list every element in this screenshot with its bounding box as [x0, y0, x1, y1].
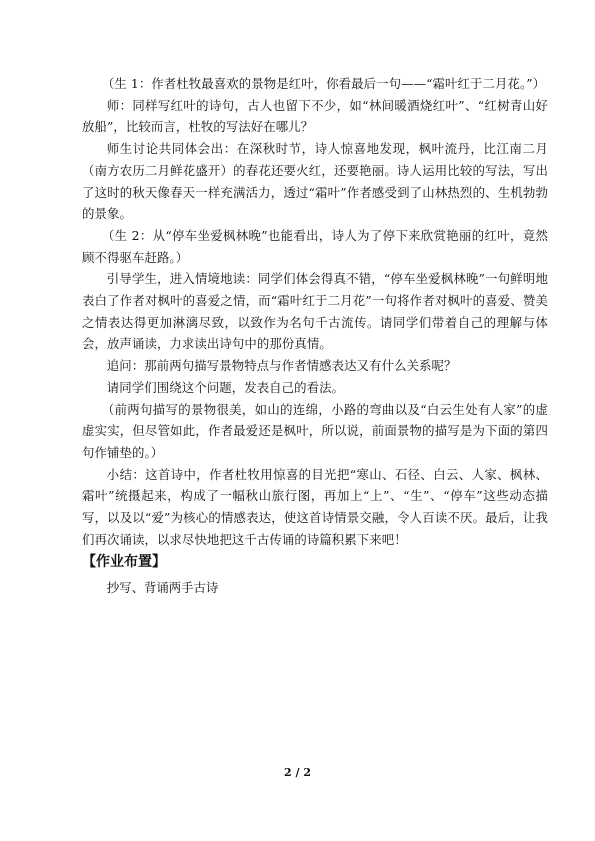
paragraph-student-answer: （前两句描写的景物很美，如山的连绵，小路的弯曲以及“白云生处有人家”的虚虚实实，但尽管如此，作者最爱还是枫叶，所以说，前面景物的描写是为下面的第四句作铺垫的。） — [82, 401, 548, 460]
paragraph-student-2: （生 2：从“停车坐爱枫林晚”也能看出，诗人为了停下来欣赏艳丽的红叶，竟然顾不得驱车赶路。） — [82, 227, 548, 265]
paragraph-follow-up-question: 追问：那前两句描写景物特点与作者情感表达又有什么关系呢？ — [106, 358, 457, 374]
homework-heading: 【作业布置】 — [82, 554, 166, 571]
page-content — [82, 73, 548, 599]
paragraph-discussion: 师生讨论共同体会出：在深秋时节，诗人惊喜地发现，枫叶流丹，比江南二月（南方农历二月鲜花盛开）的春花还要火红，还要艳丽。诗人运用比较的写法，写出了这时的秋天像春天一样充满活力，透过“霜叶”作者感受到了山林热烈的、生机勃勃的景象。 — [82, 141, 548, 222]
page-number: 2 / 2 — [284, 766, 311, 779]
paragraph-teacher-question: 师：同样写红叶的诗句，古人也留下不少，如“林间暖酒烧红叶”、“红树青山好放船”，比较而言，杜牧的写法好在哪儿？ — [82, 97, 548, 135]
homework-text: 抄写、背诵两手古诗 — [106, 580, 219, 596]
paragraph-student-1: （生 1：作者杜牧最喜欢的景物是红叶，你看最后一句——“霜叶红于二月花。”） — [101, 76, 546, 91]
paragraph-summary: 小结：这首诗中，作者杜牧用惊喜的目光把“寒山、石径、白云、人家、枫林、霜叶”统摄起来，构成了一幅秋山旅行图，再加上“上”、“生”、“停车”这些动态描写，以及以“爱”为核心的情感表达，使这首诗情景交融，令人百读不厌。最后，让我们再次诵读，以求尽快地把这千古传诵的诗篇积累下来吧！ — [82, 466, 548, 547]
paragraph-discussion-prompt: 请同学们围绕这个问题，发表自己的看法。 — [106, 379, 345, 395]
paragraph-guided-reading: 引导学生，进入情境地读：同学们体会得真不错，“停车坐爱枫林晚”一句鲜明地表白了作者对枫叶的喜爱之情，而“霜叶红于二月花”一句将作者对枫叶的喜爱、赞美之情表达得更加淋漓尽致，以致作为名句千古流传。请同学们带着自己的理解与体会，放声诵读，力求读出诗句中的那份真情。 — [82, 271, 548, 352]
